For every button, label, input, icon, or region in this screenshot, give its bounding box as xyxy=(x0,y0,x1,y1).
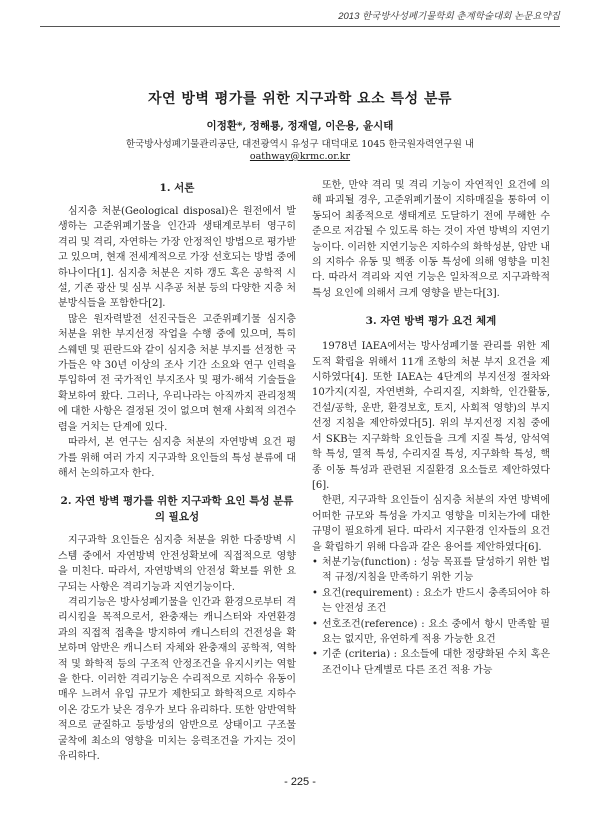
intro-paragraph: 많은 원자력발전 선진국들은 고준위폐기물 심지층 처분을 위한 부지선정 작업을 수행 중에 있으며, 특히 스웨덴 및 핀란드와 같이 심지층 처분 부지를 선정한 국가들은 약 30년 이상의 조사 기간 소요와 연구 인력을 투입하여 전 국가적인 부지조사 및 평가·해석 기술들을 확보하여 왔다. 그러나, 우리나라는 아직까지 관리정책에 대한 사항은 결정된 것이 없으며 현재 사회적 의견수렴을 거치는 단계에 있다. xyxy=(58,313,296,433)
right-column xyxy=(312,178,550,678)
author-list: 이정환*, 정해룡, 정재열, 이은용, 윤시태 xyxy=(206,120,394,132)
section-heading-intro: 1. 서론 xyxy=(159,182,195,194)
definition-item: • 기준 (criteria) : 요소들에 대한 정량화된 수치 혹은 조건이나 단계별로 다른 조건 적용 가능 xyxy=(312,647,550,678)
running-header: 2013 한국방사성폐기물학회 춘계학술대회 논문요약집 xyxy=(338,11,560,22)
page-number: - 225 - xyxy=(284,776,316,788)
definition-item: • 선호조건(reference) : 요소 중에서 항시 만족할 필요는 없지만, 유연하게 적용 가능한 요건 xyxy=(312,617,550,648)
section-heading-3: 3. 자연 방벽 평가 요건 체계 xyxy=(365,315,497,328)
section-3-paragraph: 1978년 IAEA에서는 방사성폐기물 관리를 위한 제도적 확립을 위해서 11개 조항의 처분 부지 요건을 제시하였다[4]. 또한 IAEA는 4단계의 부지선정 절차와 10가지(지질, 자연변화, 수리지질, 지화학, 인간활동, 건설/공학, 운반, 환경보호, 토지, 사회적 영향)의 부지선정 지침을 제안하였다[5]. 위의 부지선정 지침 중에서 SKB는 지구화학 요인들을 크게 지질 특성, 암석역학 특성, 열적 특성, 수리지질 특성, 지구화학 특성, 핵종 이동 특성과 관련된 지질환경 요소들로 제안하였다[6]. xyxy=(312,341,550,491)
left-column xyxy=(58,178,296,764)
affiliation: 한국방사성폐기물관리공단, 대전광역시 유성구 대덕대로 1045 한국원자력연구원 내 xyxy=(125,139,475,150)
definition-item: • 처분기능(function) : 성능 목표를 달성하기 위한 법적 규정/지침을 만족하기 위한 기능 xyxy=(312,555,550,586)
section-2-paragraph: 격리기능은 방사성폐기물을 인간과 환경으로부터 격리시킴을 목적으로서, 완충재는 캐니스터와 자연환경과의 직접적 접촉을 방지하여 캐니스터의 건전성을 확보하며 암반은 캐니스터 자체와 완충재의 공학적, 역학적 및 화학적 등의 구조적 안정조건을 유지시키는 역할을 한다. 이러한 격리기능은 수리적으로 지하수 유동이 매우 느려서 유입 규모가 제한되고 화학적으로 지하수 이온 강도가 낮은 경우가 보다 유리하다. 또한 암반역학적으로 균질하고 등방성의 암반으로 상태이고 구조물 굴착에 최소의 영향을 미치는 응력조건을 가지는 것이 유리하다. xyxy=(58,596,296,762)
header-rule xyxy=(40,26,560,27)
intro-paragraph: 심지층 처분(Geological disposal)은 원전에서 발생하는 고준위폐기물을 인간과 생태계로부터 영구히 격리 및 격리, 자연하는 가장 안정적인 방법으로 평가받고 있으며, 현재 전세계적으로 가장 선호되는 방법 중에 하나이다[1]. 심지층 처분은 지하 갱도 혹은 공학적 시설, 기존 광산 및 심부 시추공 처분 등의 다양한 지층 처분방식들을 포함한다[2]. xyxy=(58,206,296,310)
definition-list xyxy=(312,555,550,678)
section-2-paragraph: 지구과학 요인들은 심지층 처분을 위한 다중방벽 시스템 중에서 자연방벽 안전성확보에 직접적으로 영향을 미친다. 따라서, 자연방벽의 안전성 확보를 위한 요구되는 사항은 격리기능과 지연기능이다. xyxy=(58,535,296,593)
definition-item: • 요건(requirement) : 요소가 반드시 충족되어야 하는 안전성 조건 xyxy=(312,586,550,617)
paper-title: 자연 방벽 평가를 위한 지구과학 요소 특성 분류 xyxy=(147,91,453,107)
intro-paragraph: 따라서, 본 연구는 심지층 처분의 자연방벽 요건 평가를 위해 여러 가지 지구과학 요인들의 특성 분류에 대해서 논의하고자 한다. xyxy=(58,437,296,479)
email-link[interactable]: oathway@krmc.or.kr xyxy=(249,151,351,162)
section-3-paragraph: 한편, 지구과학 요인들이 심지층 처분의 자연 방벽에 어떠한 규모와 특성을 가지고 영향을 미치는가에 대한 규명이 필요하게 된다. 따라서 지구환경 인자들의 요건을 확립하기 위해 다음과 같은 용어를 제안하였다[6]. xyxy=(312,495,550,553)
section-heading-2: 2. 자연 방벽 평가를 위한 지구과학 요인 특성 분류의 필요성 xyxy=(60,495,294,524)
section-2-paragraph: 또한, 만약 격리 및 격리 기능이 자연적인 요건에 의해 파괴될 경우, 고준위폐기물이 지하매질을 통하여 이동되어 최종적으로 생태계로 도달하기 전에 무해한 수준으로 저감될 수 있도록 하는 것이 자연 방벽의 지연기능이다. 이러한 지연기능은 지하수의 화학성분, 암반 내의 지하수 유동 및 핵종 이동 특성에 의해 영향을 미친다. 따라서 격리와 지연 기능은 일차적으로 지구과학적 특성 요인에 의해서 크게 영향을 받는다[3]. xyxy=(312,180,550,299)
email-line xyxy=(40,151,560,162)
